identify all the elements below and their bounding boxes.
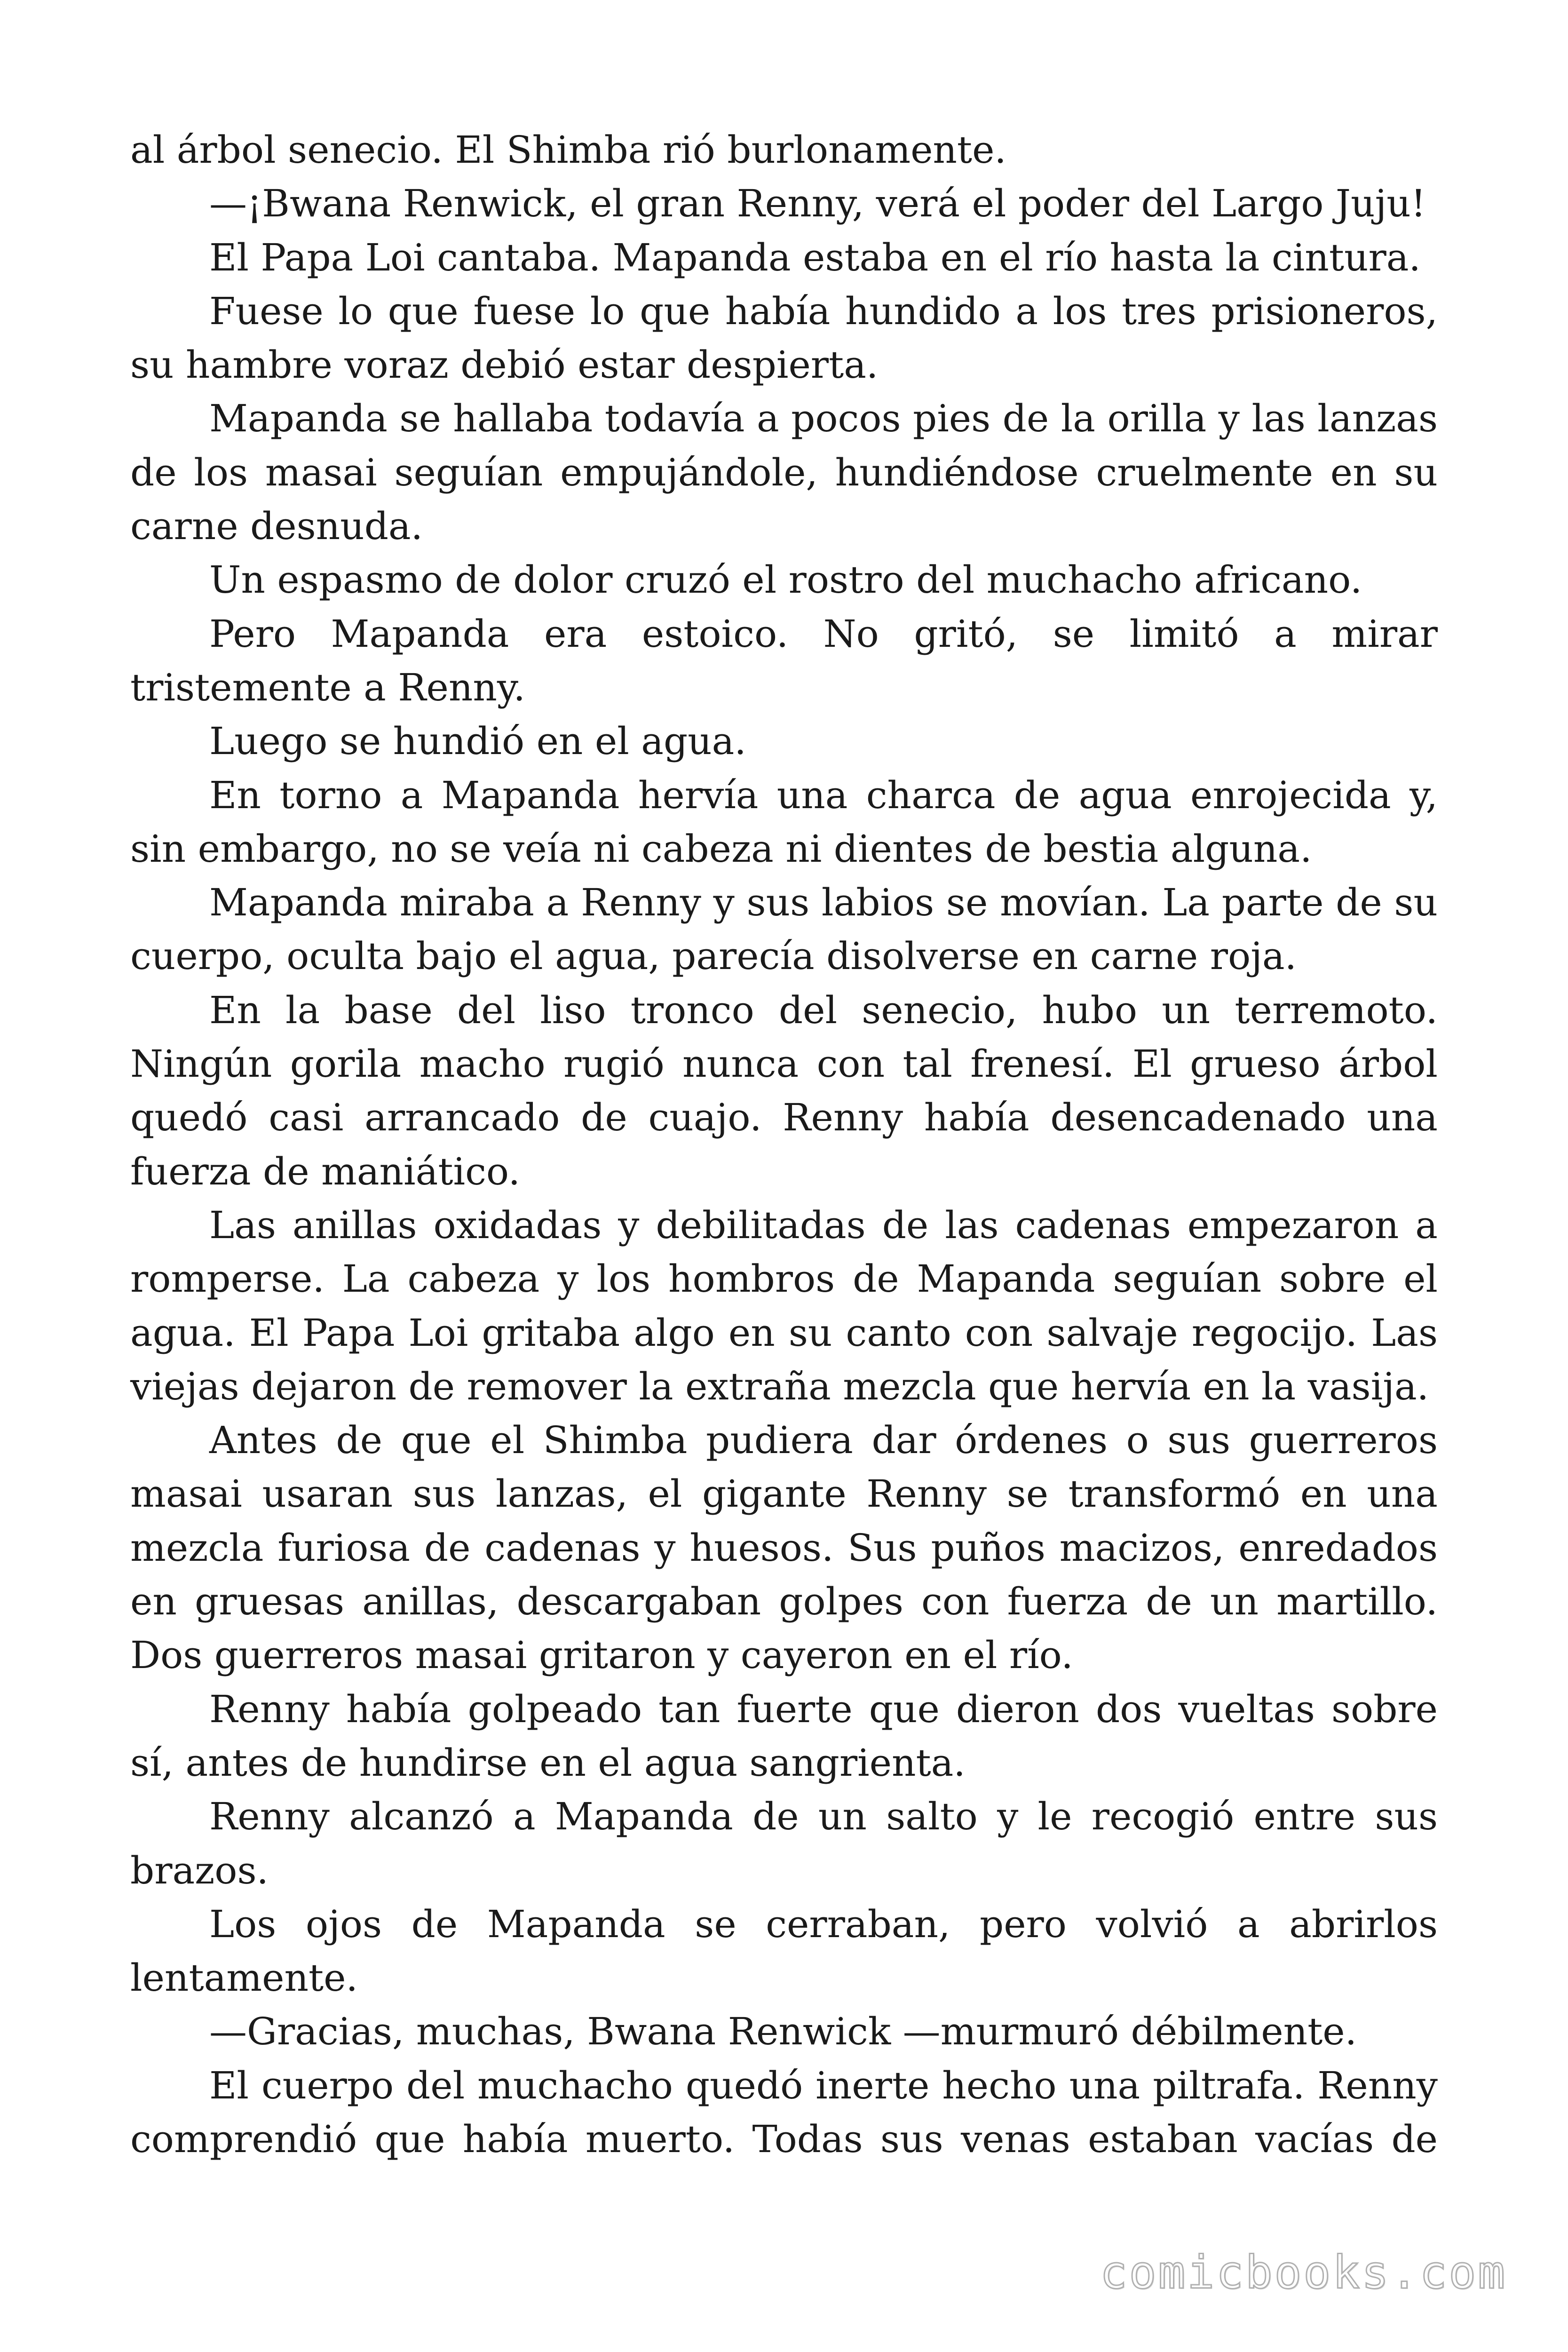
paragraph: Antes de que el Shimba pudiera dar órdenes o sus guerreros masai usaran sus lanzas, el gigante Renny se transformó en una mezcla furiosa de cadenas y huesos. Sus puños macizos, enredados en gruesas anillas, descargaban golpes con fuerza de un martillo. Dos guerreros masai gritaron y cayeron en el río. xyxy=(130,1418,1438,1677)
paragraph: El Papa Loi cantaba. Mapanda estaba en el río hasta la cintura. xyxy=(209,235,1421,279)
paragraph: Mapanda se hallaba todavía a pocos pies de la orilla y las lanzas de los masai seguían empujándole, hundiéndose cruelmente en su carne desnuda. xyxy=(130,397,1438,548)
paragraph: Las anillas oxidadas y debilitadas de las cadenas empezaron a romperse. La cabeza y los hombros de Mapanda seguían sobre el agua. El Papa Loi gritaba algo en su canto con salvaje regocijo. Las viejas dejaron de remover la extraña mezcla que hervía en la vasija. xyxy=(130,1203,1438,1408)
paragraph: Mapanda miraba a Renny y sus labios se movían. La parte de su cuerpo, oculta bajo el agua, parecía disolverse en carne roja. xyxy=(130,881,1438,978)
paragraph: El cuerpo del muchacho quedó inerte hecho una piltrafa. Renny comprendió que había muerto. Todas sus venas estaban vacías de xyxy=(130,2063,1438,2161)
paragraph: Los ojos de Mapanda se cerraban, pero volvió a abrirlos lentamente. xyxy=(130,1902,1438,2000)
paragraph: En la base del liso tronco del senecio, hubo un terremoto. Ningún gorila macho rugió nunca con tal frenesí. El grueso árbol quedó casi arrancado de cuajo. Renny había desencadenado una fuerza de maniático. xyxy=(130,988,1438,1193)
paragraph: Renny alcanzó a Mapanda de un salto y le recogió entre sus brazos. xyxy=(130,1795,1438,1892)
paragraph: —Gracias, muchas, Bwana Renwick —murmuró débilmente. xyxy=(209,2010,1357,2054)
body-text xyxy=(130,123,1438,2166)
paragraph: Pero Mapanda era estoico. No gritó, se limitó a mirar tristemente a Renny. xyxy=(130,612,1438,709)
paragraph: al árbol senecio. El Shimba rió burlonamente. xyxy=(130,128,1006,172)
paragraph: —¡Bwana Renwick, el gran Renny, verá el poder del Largo Juju! xyxy=(209,182,1426,226)
paragraph: Fuese lo que fuese lo que había hundido a los tres prisioneros, su hambre voraz debió estar despierta. xyxy=(130,289,1438,387)
paragraph: Renny había golpeado tan fuerte que dieron dos vueltas sobre sí, antes de hundirse en el agua sangrienta. xyxy=(130,1687,1438,1785)
paragraph: Luego se hundió en el agua. xyxy=(209,719,746,763)
watermark: comicbooks.com xyxy=(1100,2246,1507,2299)
paragraph: Un espasmo de dolor cruzó el rostro del muchacho africano. xyxy=(209,558,1362,602)
paragraph: En torno a Mapanda hervía una charca de agua enrojecida y, sin embargo, no se veía ni cabeza ni dientes de bestia alguna. xyxy=(130,773,1438,871)
